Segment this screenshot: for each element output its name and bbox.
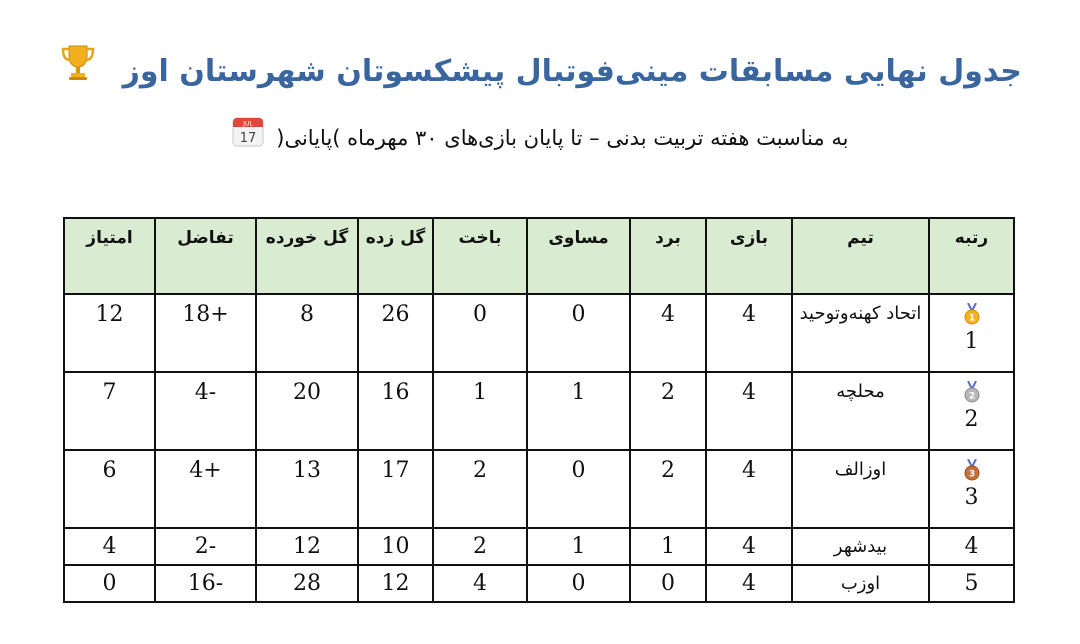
subtitle xyxy=(0,114,1080,164)
gold-medal-icon xyxy=(964,303,980,325)
table-row xyxy=(64,528,1014,565)
table-row xyxy=(64,294,1014,372)
silver-medal-icon xyxy=(964,381,980,403)
svg-text:3: 3 xyxy=(968,469,975,480)
points-cell: 0 xyxy=(64,565,155,602)
played-cell: 4 xyxy=(706,528,792,565)
played-cell: 4 xyxy=(706,450,792,528)
goals-against-cell: 13 xyxy=(256,450,358,528)
col-header-team: تیم xyxy=(792,218,929,294)
played-cell: 4 xyxy=(706,565,792,602)
col-header-rank: رتبه xyxy=(929,218,1014,294)
goals-for-cell: 12 xyxy=(358,565,433,602)
goals-for-cell: 26 xyxy=(358,294,433,372)
goal-difference-cell: -2 xyxy=(155,528,256,565)
lost-cell: 4 xyxy=(433,565,527,602)
svg-text:1: 1 xyxy=(968,313,975,324)
rank-cell: 5 xyxy=(929,565,1014,602)
title-text: جدول نهایی مسابقات مینی‌فوتبال پیشکسوتان شهرستان اوز xyxy=(122,54,1022,89)
played-cell: 4 xyxy=(706,372,792,450)
won-cell: 2 xyxy=(630,450,706,528)
lost-cell: 2 xyxy=(433,450,527,528)
goal-difference-cell: -16 xyxy=(155,565,256,602)
table-row xyxy=(64,372,1014,450)
table-row xyxy=(64,450,1014,528)
table-header-row xyxy=(64,218,1014,294)
team-name: محلچه xyxy=(792,372,929,450)
rank-number: 2 xyxy=(964,407,979,432)
col-header-points: امتیاز xyxy=(64,218,155,294)
bronze-medal-icon xyxy=(964,459,980,481)
team-name: بیدشهر xyxy=(792,528,929,565)
drawn-cell: 1 xyxy=(527,372,630,450)
svg-text:JUL: JUL xyxy=(242,120,253,127)
lost-cell: 0 xyxy=(433,294,527,372)
subtitle-text: به مناسبت هفته تربیت بدنی – تا پایان بازی‌های ۳۰ مهرماه )پایانی( xyxy=(276,126,849,150)
calendar-icon xyxy=(232,115,264,164)
page-title xyxy=(0,42,1080,103)
points-cell: 4 xyxy=(64,528,155,565)
svg-text:2: 2 xyxy=(968,391,975,402)
col-header-drawn: مساوی xyxy=(527,218,630,294)
points-cell: 12 xyxy=(64,294,155,372)
played-cell: 4 xyxy=(706,294,792,372)
goals-against-cell: 28 xyxy=(256,565,358,602)
col-header-goal-difference: تفاضل xyxy=(155,218,256,294)
goals-for-cell: 16 xyxy=(358,372,433,450)
drawn-cell: 0 xyxy=(527,565,630,602)
col-header-goals-for: گل زده xyxy=(358,218,433,294)
drawn-cell: 0 xyxy=(527,294,630,372)
won-cell: 1 xyxy=(630,528,706,565)
team-name: اوزالف xyxy=(792,450,929,528)
trophy-icon xyxy=(58,42,98,103)
points-cell: 6 xyxy=(64,450,155,528)
goals-against-cell: 20 xyxy=(256,372,358,450)
standings-table xyxy=(63,217,1015,603)
team-name: اوزب xyxy=(792,565,929,602)
table-row xyxy=(64,565,1014,602)
lost-cell: 1 xyxy=(433,372,527,450)
goals-against-cell: 8 xyxy=(256,294,358,372)
rank-number: 3 xyxy=(964,485,979,510)
goals-for-cell: 10 xyxy=(358,528,433,565)
col-header-won: برد xyxy=(630,218,706,294)
rank-number: 1 xyxy=(964,329,979,354)
goal-difference-cell: +4 xyxy=(155,450,256,528)
team-name: اتحاد کهنه‌وتوحید xyxy=(792,294,929,372)
rank-cell xyxy=(929,294,1014,372)
lost-cell: 2 xyxy=(433,528,527,565)
col-header-goals-against: گل خورده xyxy=(256,218,358,294)
goal-difference-cell: +18 xyxy=(155,294,256,372)
col-header-played: بازی xyxy=(706,218,792,294)
drawn-cell: 0 xyxy=(527,450,630,528)
points-cell: 7 xyxy=(64,372,155,450)
won-cell: 0 xyxy=(630,565,706,602)
rank-cell xyxy=(929,372,1014,450)
svg-text:17: 17 xyxy=(239,130,256,146)
drawn-cell: 1 xyxy=(527,528,630,565)
goals-against-cell: 12 xyxy=(256,528,358,565)
goals-for-cell: 17 xyxy=(358,450,433,528)
rank-cell: 4 xyxy=(929,528,1014,565)
col-header-lost: باخت xyxy=(433,218,527,294)
rank-cell xyxy=(929,450,1014,528)
won-cell: 2 xyxy=(630,372,706,450)
won-cell: 4 xyxy=(630,294,706,372)
goal-difference-cell: -4 xyxy=(155,372,256,450)
